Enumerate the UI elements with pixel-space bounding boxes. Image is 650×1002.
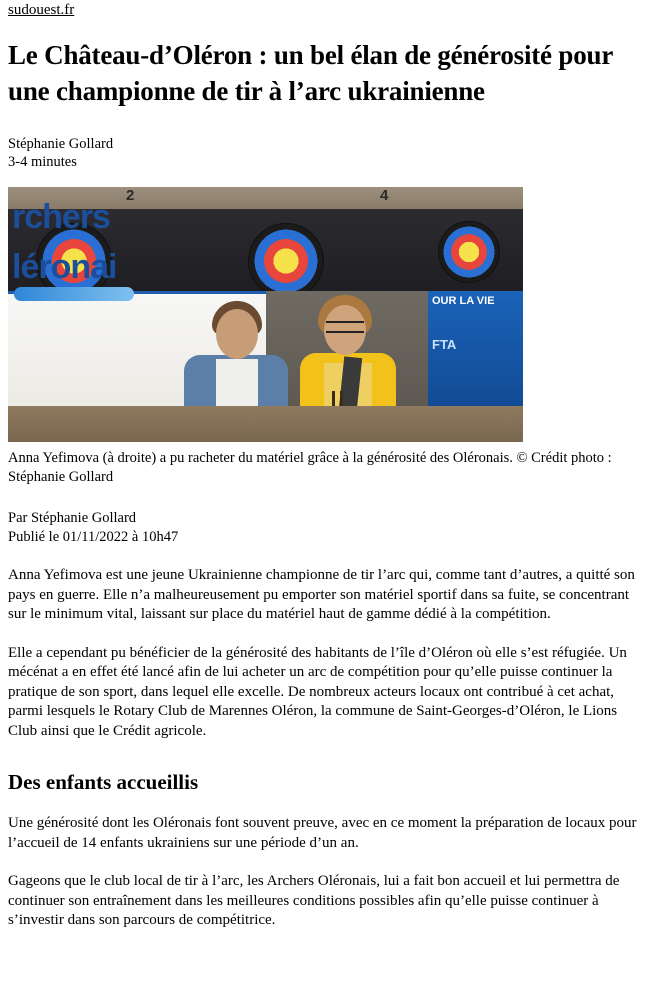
section-heading: Des enfants accueillis bbox=[8, 770, 199, 794]
article-figure bbox=[8, 187, 612, 487]
article-paragraph: Gageons que le club local de tir à l’arc, les Archers Oléronais, lui a fait bon accueil et lui permettra de continuer son entraînement dans les meilleures conditions possibles afin qu’elle puisse continuer à s’investir dans son parcours de compétitrice. bbox=[8, 873, 620, 928]
article-byline: Par Stéphanie Gollard bbox=[8, 510, 137, 526]
page-title: Le Château-d’Oléron : un bel élan de générosité pour une championne de tir à l’arc ukrainienne bbox=[8, 40, 613, 106]
photo-floor bbox=[8, 406, 523, 442]
club-banner-line1: rchers bbox=[12, 198, 110, 236]
article-paragraph: Une générosité dont les Oléronais font souvent preuve, avec en ce moment la préparation de locaux pour l’accueil de 14 enfants ukrainiens sur une période d’un an. bbox=[8, 815, 637, 851]
blue-banner-line2: FTA bbox=[432, 337, 457, 352]
source-link[interactable]: sudouest.fr bbox=[8, 2, 75, 18]
lane-number-left: 2 bbox=[126, 187, 135, 204]
article-paragraph: Anna Yefimova est une jeune Ukrainienne championne de tir l’arc qui, comme tant d’autres, a quitté son pays en guerre. Elle n’a malheureusement pu emporter son matériel sportif dans sa fuite, se concentrant sur le minimum vital, laissant sur place du matériel haut de gamme dédié à la compétition. bbox=[8, 567, 635, 622]
person-left-head bbox=[216, 309, 258, 359]
club-banner-line2: léronai bbox=[12, 248, 117, 286]
archery-target-icon bbox=[438, 221, 500, 283]
banner-wave-decoration bbox=[14, 287, 134, 301]
photo-caption: Anna Yefimova (à droite) a pu racheter du matériel grâce à la générosité des Oléronais. © Crédit photo : Stéphanie Gollard bbox=[8, 450, 612, 485]
article-photo bbox=[8, 187, 523, 442]
author-name: Stéphanie Gollard bbox=[8, 136, 114, 152]
lane-number-right: 4 bbox=[380, 187, 389, 204]
blue-banner-line1: OUR LA VIE bbox=[432, 295, 495, 307]
article-paragraph: Elle a cependant pu bénéficier de la générosité des habitants de l’île d’Oléron où elle s’est réfugiée. Un mécénat a en effet été lancé afin de lui acheter un arc de compétition pour qu’elle puisse continuer la pratique de son sport, dans lequel elle excelle. De nombreux acteurs locaux ont contribué à cet achat, parmi lesquels le Rotary Club de Marennes Oléron, la commune de Saint-Georges-d’Oléron, le Lions Club ainsi que le Crédit agricole. bbox=[8, 644, 627, 739]
reading-time: 3-4 minutes bbox=[8, 154, 77, 170]
glasses-icon bbox=[326, 321, 364, 333]
publish-date: Publié le 01/11/2022 à 10h47 bbox=[8, 529, 179, 545]
